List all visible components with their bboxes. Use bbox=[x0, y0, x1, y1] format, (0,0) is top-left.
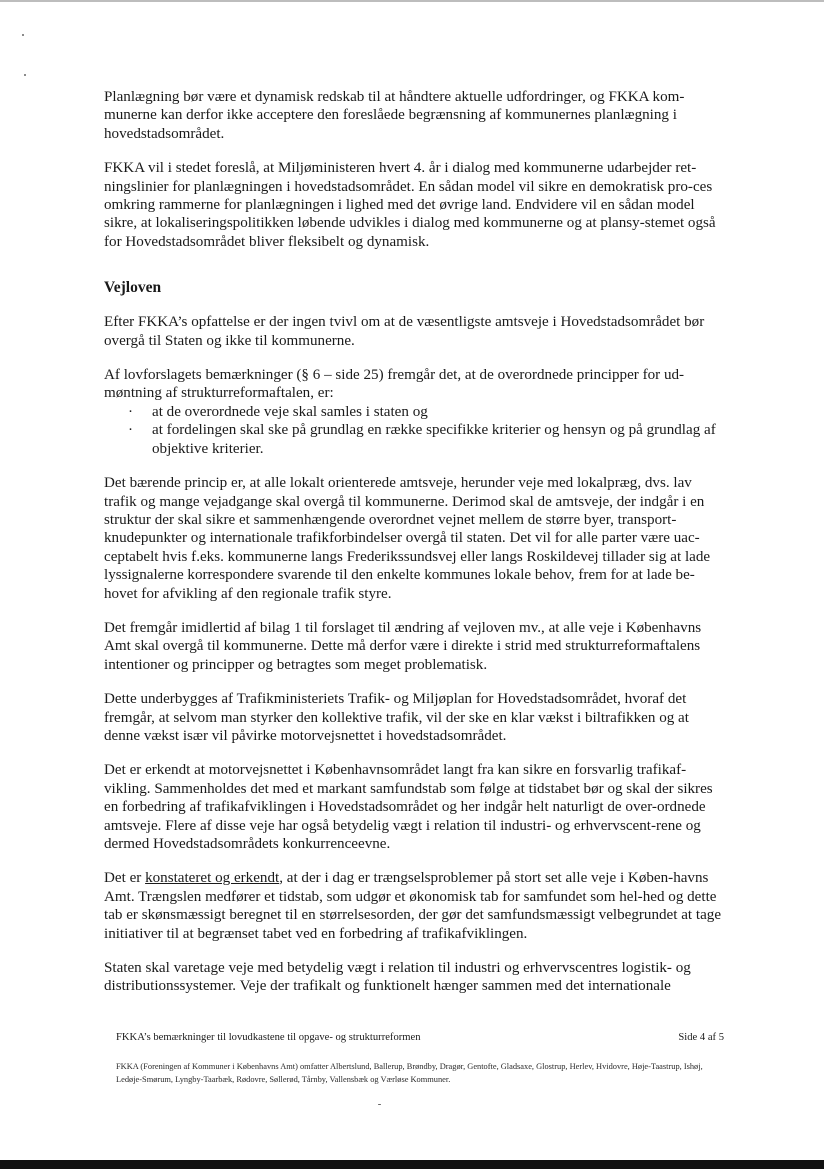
scan-speck bbox=[24, 74, 26, 76]
paragraph-text: , at der i dag er trængselsproblemer på stort set alle veje i Køben-havns Amt. Trængslen medfører et tidstab, som udgør et økonomisk tab for samfundet som hel-hed og dette tab er skønsmæssigt beregnet til en størrelsesorden, der gør det samfundsmæssigt velbegrundet at tage initiativer til at begrænset tabet ved en forbedring af trafikafviklingen. bbox=[104, 870, 722, 942]
page-number: Side 4 af 5 bbox=[678, 1032, 724, 1043]
paragraph-text: Det er bbox=[104, 870, 146, 887]
scan-speck bbox=[22, 34, 24, 36]
paragraph: Dette underbygges af Trafikministeriets Trafik- og Miljøplan for Hovedstadsområdet, hvoraf det fremgår, at selvom man styrker den kollektive trafik, vil der ske en klar vækst i biltrafikken og at denne vækst især vil påvirke motorvejsnettet i hovedstadsområdet. bbox=[104, 691, 689, 744]
bullet-marker: · bbox=[128, 403, 134, 420]
scan-bottom-edge bbox=[0, 1160, 824, 1169]
list-item-text: at de overordnede veje skal samles i staten og bbox=[152, 403, 428, 420]
scan-top-edge bbox=[0, 0, 824, 2]
paragraph: Efter FKKA’s opfattelse er der ingen tvivl om at de væsentligste amtsveje i Hovedstadsområdet bør overgå til Staten og ikke til kommunerne. bbox=[104, 314, 705, 349]
paragraph: Det er erkendt at motorvejsnettet i Københavnsområdet langt fra kan sikre en forsvarlig trafikaf-vikling. Sammenholdes det med et markant samfundstab som følge at tidstabet bør og skal der sikres en forbedring af trafikafviklingen i Hovedstadsområdet og her indgår helt naturligt de over-ordnede amtsveje. Flere af disse veje har også betydelig vægt i relation til industri- og erhvervscent-rene og dermed Hovedstadsområdets konkurrenceevne. bbox=[104, 762, 713, 852]
list-item bbox=[104, 421, 724, 458]
footer-note: FKKA (Foreningen af Kommuner i Københavns Amt) omfatter Albertslund, Ballerup, Brøndby, Dragør, Gentofte, Gladsaxe, Glostrup, Herlev, Hvidovre, Høje-Taastrup, Ishøj, Ledøje-Smørum, Lyngby-Taarbæk, Rødovre, Søllerød, Tårnby, Vallensbæk og Værløse Kommuner. bbox=[116, 1062, 703, 1084]
bullet-marker: · bbox=[128, 422, 134, 439]
underlined-phrase: konstateret og erkendt bbox=[145, 870, 280, 887]
page-footer bbox=[116, 1032, 724, 1043]
list-item bbox=[104, 403, 724, 421]
list-item-text: at fordelingen skal ske på grundlag en række specifikke kriterier og hensyn og på grundlag af objektive kriterier. bbox=[152, 422, 716, 457]
paragraph: Det fremgår imidlertid af bilag 1 til forslaget til ændring af vejloven mv., at alle veje i Københavns Amt skal overgå til kommunerne. Dette må derfor være i direkte i strid med strukturreformaftalens intentioner og principper og betragtes som meget problematisk. bbox=[104, 619, 702, 673]
paragraph bbox=[104, 869, 724, 943]
footer-title: FKKA’s bemærkninger til lovudkastene til opgave- og strukturreformen bbox=[116, 1032, 421, 1043]
document-body bbox=[104, 88, 724, 996]
paragraph: FKKA vil i stedet foreslå, at Miljøministeren hvert 4. år i dialog med kommunerne udarbejder ret-ningslinier for planlægningen i hovedstadsområdet. En sådan model vil sikre en demokratisk pro-ces omkring rammerne for planlægningen i lighed med det øvrige land. Endvidere vil en sådan model sikre, at lokaliseringspolitikken løbende udvikles i dialog med kommunerne og at plansy-stemet også for Hovedstadsområdet bliver fleksibelt og dynamisk. bbox=[104, 160, 716, 250]
bullet-list bbox=[104, 403, 724, 458]
paragraph: Det bærende princip er, at alle lokalt orienterede amtsveje, herunder veje med lokalpræg, dvs. lav trafik og mange vejadgange skal overgå til kommunerne. Derimod skal de amtsveje, der indgår i en struktur der skal sikre et sammenhængende overordnet vejnet mellem de større byer, transport-knudepunkter og internationale trafikforbindelser overgå til staten. Det vil for alle parter være uac-ceptabelt hvis f.eks. kommunerne langs Frederikssundsvej eller langs Roskildevej tillader sig at lade lyssignalerne korrespondere svarende til den enkelte kommunes lokale behov, frem for at lade be-hovet for afvikling af den regionale trafik styre. bbox=[104, 475, 711, 602]
paragraph: Staten skal varetage veje med betydelig vægt i relation til industri og erhvervscentres logistik- og distributionssystemer. Veje der trafikalt og funktionelt hænger sammen med det internationale bbox=[104, 960, 691, 995]
section-heading: Vejloven bbox=[104, 279, 162, 297]
scan-speck bbox=[378, 1104, 381, 1105]
paragraph: Af lovforslagets bemærkninger (§ 6 – side 25) fremgår det, at de overordnede principper for ud-møntning af strukturreformaftalen, er: bbox=[104, 367, 685, 402]
paragraph: Planlægning bør være et dynamisk redskab til at håndtere aktuelle udfordringer, og FKKA kom-munerne kan derfor ikke acceptere den foreslåede begrænsning af kommunernes planlægning i hovedstadsområdet. bbox=[104, 89, 685, 142]
